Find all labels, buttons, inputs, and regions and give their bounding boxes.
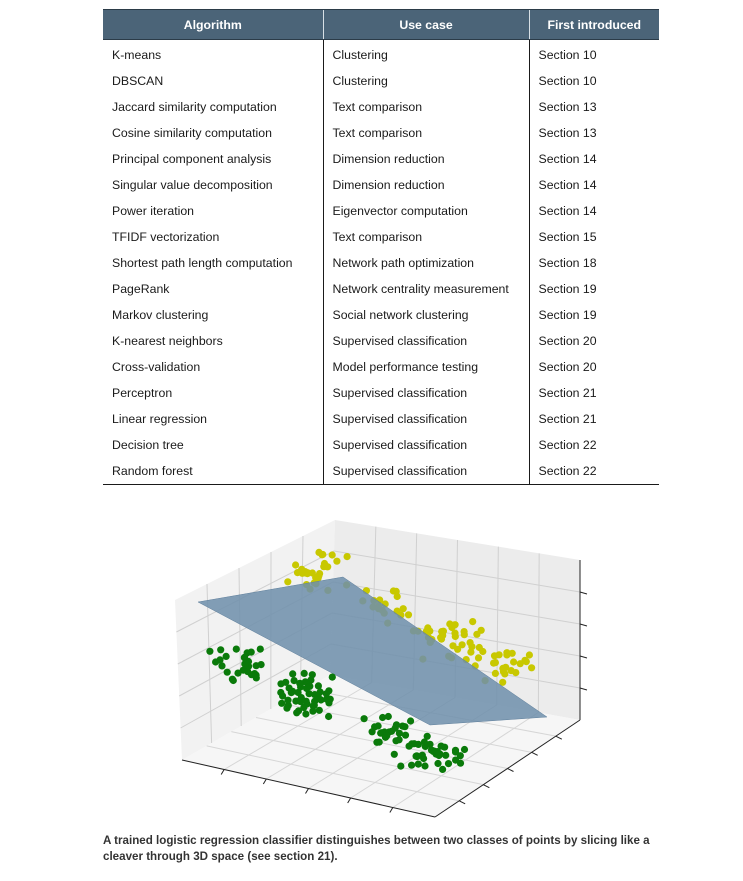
cell-use-case: Network path optimization	[323, 250, 529, 276]
class-b-point	[291, 677, 298, 684]
class-b-point	[383, 732, 390, 739]
class-b-point	[402, 732, 409, 739]
class-a-point	[292, 561, 299, 568]
class-b-point	[361, 715, 368, 722]
class-a-point	[467, 639, 474, 646]
cell-section: Section 19	[529, 276, 659, 302]
cell-algorithm: DBSCAN	[112, 74, 164, 88]
class-b-point	[282, 679, 289, 686]
class-b-point	[329, 674, 336, 681]
table-row	[103, 40, 659, 69]
cell-section: Section 19	[529, 302, 659, 328]
class-b-point	[309, 708, 316, 715]
class-b-point	[257, 646, 264, 653]
x-tick	[390, 808, 393, 813]
class-b-point	[415, 761, 422, 768]
class-b-point	[302, 710, 309, 717]
cell-use-case: Supervised classification	[323, 328, 529, 354]
y-tick	[556, 736, 562, 739]
class-a-point	[324, 563, 331, 570]
cell-use-case: Clustering	[323, 68, 529, 94]
class-b-point	[278, 700, 285, 707]
class-b-point	[300, 704, 307, 711]
class-b-point	[435, 752, 442, 759]
class-b-point	[303, 698, 310, 705]
class-a-point	[312, 574, 319, 581]
class-b-point	[293, 709, 300, 716]
table-row	[103, 380, 659, 406]
class-b-point	[421, 762, 428, 769]
cell-use-case: Supervised classification	[323, 380, 529, 406]
class-a-point	[503, 651, 510, 658]
table-row	[103, 432, 659, 458]
class-a-point	[502, 664, 509, 671]
cell-use-case: Supervised classification	[323, 432, 529, 458]
cell-section: Section 22	[529, 458, 659, 485]
cell-section: Section 14	[529, 146, 659, 172]
class-b-point	[371, 723, 378, 730]
cell-algorithm: Cosine similarity computation	[112, 126, 272, 140]
class-a-point	[469, 618, 476, 625]
cell-use-case: Text comparison	[323, 94, 529, 120]
z-tick	[580, 592, 587, 594]
cell-algorithm: Linear regression	[112, 412, 208, 426]
cell-section: Section 20	[529, 354, 659, 380]
cell-use-case: Network centrality measurement	[323, 276, 529, 302]
cell-section: Section 20	[529, 328, 659, 354]
class-b-point	[303, 685, 310, 692]
cell-algorithm: Markov clustering	[112, 308, 209, 322]
cell-algorithm: Singular value decomposition	[112, 178, 273, 192]
class-b-point	[379, 714, 386, 721]
class-b-point	[434, 760, 441, 767]
class-a-point	[304, 570, 311, 577]
class-a-point	[476, 644, 483, 651]
cell-algorithm: Power iteration	[112, 204, 195, 218]
cell-algorithm: Shortest path length computation	[112, 256, 293, 270]
class-b-point	[457, 760, 464, 767]
class-b-point	[407, 717, 414, 724]
algorithm-table	[103, 9, 659, 485]
class-b-point	[241, 654, 248, 661]
class-a-point	[528, 664, 535, 671]
table-row	[103, 68, 659, 94]
table-row	[103, 354, 659, 380]
class-b-point	[325, 713, 332, 720]
class-b-point	[224, 669, 231, 676]
cell-algorithm: Cross-validation	[112, 360, 201, 374]
table-row	[103, 302, 659, 328]
class-b-point	[206, 648, 213, 655]
x-tick	[263, 779, 266, 784]
class-b-point	[223, 653, 230, 660]
cell-algorithm: Perceptron	[112, 386, 173, 400]
class-a-point	[284, 578, 291, 585]
class-a-point	[526, 651, 533, 658]
class-b-point	[283, 705, 290, 712]
class-b-point	[284, 697, 291, 704]
cell-section: Section 14	[529, 198, 659, 224]
class-b-point	[419, 752, 426, 759]
cell-use-case: Supervised classification	[323, 406, 529, 432]
header-use-case: Use case	[323, 10, 529, 40]
class-b-point	[396, 730, 403, 737]
class-b-point	[439, 766, 446, 773]
z-tick	[580, 688, 587, 690]
class-b-point	[258, 661, 265, 668]
class-b-point	[217, 646, 224, 653]
class-a-point	[478, 627, 485, 634]
cell-use-case: Supervised classification	[323, 458, 529, 485]
table-row	[103, 172, 659, 198]
table-row	[103, 328, 659, 354]
cell-section: Section 13	[529, 94, 659, 120]
class-b-point	[406, 743, 413, 750]
y-tick	[532, 752, 538, 755]
table-row	[103, 224, 659, 250]
class-b-point	[323, 690, 330, 697]
y-tick	[483, 785, 489, 788]
class-a-point	[467, 649, 474, 656]
cell-use-case: Eigenvector computation	[323, 198, 529, 224]
class-a-point	[390, 587, 397, 594]
class-b-point	[442, 752, 449, 759]
class-b-point	[311, 691, 318, 698]
cell-algorithm: PageRank	[112, 282, 170, 296]
class-a-point	[344, 553, 351, 560]
table-row	[103, 94, 659, 120]
cell-algorithm: Jaccard similarity computation	[112, 100, 277, 114]
table-row	[103, 250, 659, 276]
figure-caption: A trained logistic regression classifier distinguishes between two classes of points by slicing like a cleaver through 3D space (see section 21).	[103, 834, 650, 863]
cell-algorithm: Principal component analysis	[112, 152, 272, 166]
cell-algorithm: K-means	[112, 48, 162, 62]
cell-section: Section 21	[529, 380, 659, 406]
table-row	[103, 276, 659, 302]
cell-section: Section 15	[529, 224, 659, 250]
class-b-point	[452, 748, 459, 755]
class-b-point	[461, 746, 468, 753]
table-row	[103, 120, 659, 146]
cell-algorithm: K-nearest neighbors	[112, 334, 223, 348]
cell-use-case: Clustering	[323, 40, 529, 69]
class-b-point	[216, 656, 223, 663]
cell-algorithm: Random forest	[103, 458, 323, 485]
cell-use-case: Model performance testing	[323, 354, 529, 380]
class-a-point	[461, 628, 468, 635]
table-row	[103, 458, 659, 485]
cell-section: Section 10	[529, 68, 659, 94]
cell-use-case: Dimension reduction	[323, 146, 529, 172]
cell-section: Section 18	[529, 250, 659, 276]
class-a-point	[459, 641, 466, 648]
class-a-point	[490, 660, 497, 667]
class-b-point	[315, 682, 322, 689]
table-body	[103, 40, 659, 485]
class-a-point	[510, 658, 517, 665]
class-b-point	[445, 760, 452, 767]
cell-section: Section 21	[529, 406, 659, 432]
class-b-point	[397, 763, 404, 770]
cell-section: Section 13	[529, 120, 659, 146]
y-tick	[459, 801, 465, 804]
class-b-point	[421, 738, 428, 745]
class-b-point	[233, 646, 240, 653]
z-tick	[580, 656, 587, 658]
class-b-point	[392, 737, 399, 744]
table-row	[103, 406, 659, 432]
logistic-regression-3d-plot	[160, 515, 600, 820]
header-algorithm: Algorithm	[103, 10, 323, 40]
cell-algorithm: Decision tree	[112, 438, 184, 452]
class-a-point	[452, 633, 459, 640]
class-a-point	[315, 549, 322, 556]
class-b-point	[401, 723, 408, 730]
class-b-point	[289, 670, 296, 677]
cell-use-case: Text comparison	[323, 224, 529, 250]
table-header-row	[103, 10, 659, 40]
cell-section: Section 10	[529, 40, 659, 69]
header-first-introduced: First introduced	[529, 10, 659, 40]
class-a-point	[491, 652, 498, 659]
cell-section: Section 14	[529, 172, 659, 198]
class-a-point	[440, 628, 447, 635]
cell-use-case: Text comparison	[323, 120, 529, 146]
x-tick	[221, 770, 224, 775]
class-a-point	[294, 569, 301, 576]
x-tick	[306, 789, 309, 794]
z-tick	[580, 624, 587, 626]
class-a-point	[492, 670, 499, 677]
class-a-point	[475, 654, 482, 661]
class-a-point	[333, 558, 340, 565]
table-row	[103, 198, 659, 224]
x-tick	[348, 798, 351, 803]
class-b-point	[307, 677, 314, 684]
y-tick	[508, 769, 514, 772]
cell-use-case: Social network clustering	[323, 302, 529, 328]
cell-section: Section 22	[529, 432, 659, 458]
class-b-point	[376, 739, 383, 746]
table-row	[103, 146, 659, 172]
cell-use-case: Dimension reduction	[323, 172, 529, 198]
class-b-point	[408, 762, 415, 769]
class-a-point	[329, 551, 336, 558]
class-b-point	[230, 677, 237, 684]
class-b-point	[301, 670, 308, 677]
class-b-point	[248, 649, 255, 656]
cell-algorithm: TFIDF vectorization	[112, 230, 220, 244]
class-b-point	[240, 667, 247, 674]
class-a-point	[405, 611, 412, 618]
class-b-point	[391, 751, 398, 758]
class-a-point	[446, 620, 453, 627]
